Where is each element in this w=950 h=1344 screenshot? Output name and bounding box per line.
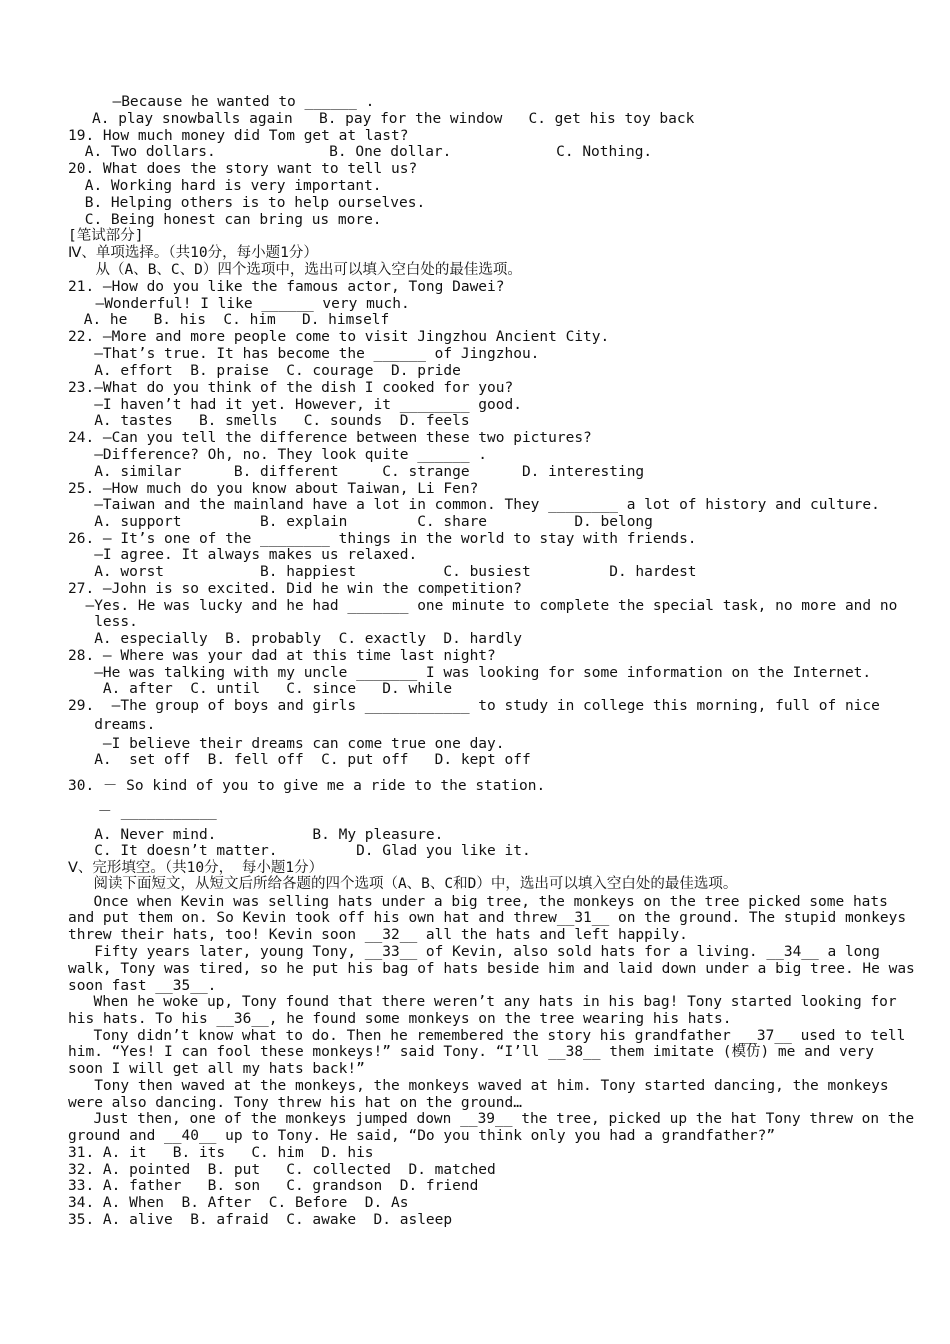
passage-line: When he woke up, Tony found that there weren’t any hats in his bag! Tony started looking for: [76, 994, 897, 1010]
question-21: 21. —How do you like the famous actor, Tong Dawei?: [68, 279, 505, 295]
options-30: A. Never mind. B. My pleasure.: [68, 827, 444, 843]
passage-line: walk, Tony was tired, so he put his bag of hats beside him and laid down under a big tree. He was: [68, 961, 915, 977]
text-line: —Because he wanted to ______ .: [95, 94, 375, 110]
text-line: —I believe their dreams can come true one day.: [68, 736, 505, 752]
text-line: —That’s true. It has become the ______ of Jingzhou.: [68, 346, 540, 362]
options-29: A. set off B. fell off C. put off D. kept off: [68, 752, 531, 768]
question-27: 27. —John is so excited. Did he win the competition?: [68, 581, 522, 597]
section-heading: Ⅴ、完形填空。（共10分， 每小题1分）: [68, 860, 324, 876]
text-line: —I agree. It always makes us relaxed.: [68, 547, 418, 563]
options-24: A. similar B. different C. strange D. interesting: [68, 464, 645, 480]
text-line: A. Two dollars. B. One dollar. C. Nothing.: [76, 144, 653, 160]
options-34: 34. A. When B. After C. Before D. As: [68, 1195, 409, 1211]
section-heading: [笔试部分]: [68, 228, 144, 244]
passage-line: Once when Kevin was selling hats under a big tree, the monkeys on the tree picked some hats: [76, 894, 888, 910]
text-line: —I haven’t had it yet. However, it ________ good.: [68, 397, 522, 413]
passage-line: ground and __40__ up to Tony. He said, “Do you think only you had a grandfather?”: [68, 1128, 776, 1144]
section-heading: Ⅳ、单项选择。（共10分，每小题1分）: [68, 245, 318, 261]
passage-line: Tony didn’t know what to do. Then he remembered the story his grandfather __37__ used to tell: [76, 1028, 906, 1044]
text-line: A. play snowballs again B. pay for the window C. get his toy back: [92, 111, 695, 127]
question-30: 30. － So kind of you to give me a ride to the station.: [68, 778, 546, 794]
text-line: —Yes. He was lucky and he had _______ one minute to complete the special task, no more and no: [68, 598, 898, 614]
text-line: A. Working hard is very important.: [76, 178, 382, 194]
options-28: A. after C. until C. since D. while: [68, 681, 453, 697]
passage-line: him. “Yes! I can fool these monkeys!” said Tony. “I’ll __38__ them imitate (模仿) me and very: [68, 1044, 874, 1060]
passage-line: Tony then waved at the monkeys, the monkeys waved at him. Tony started dancing, the monkeys: [68, 1078, 889, 1094]
options-35: 35. A. alive B. afraid C. awake D. asleep: [68, 1212, 453, 1228]
text-line: 20. What does the story want to tell us?: [68, 161, 418, 177]
question-24: 24. —Can you tell the difference between these two pictures?: [68, 430, 592, 446]
text-line: —He was talking with my uncle _______ I was looking for some information on the Internet.: [68, 665, 872, 681]
text-line: B. Helping others is to help ourselves.: [76, 195, 426, 211]
question-26: 26. — It’s one of the ________ things in the world to stay with friends.: [68, 531, 697, 547]
options-26: A. worst B. happiest C. busiest D. hardest: [68, 564, 697, 580]
passage-line: soon I will get all my hats back!”: [68, 1061, 365, 1077]
options-31: 31. A. it B. its C. him D. his: [68, 1145, 374, 1161]
instructions: 阅读下面短文，从短文后所给各题的四个选项（A、B、C和D）中，选出可以填入空白处的最佳选项。: [76, 876, 738, 892]
options-30: C. It doesn’t matter. D. Glad you like it.: [68, 843, 531, 859]
options-21: A. he B. his C. him D. himself: [75, 312, 390, 328]
text-line: —Difference? Oh, no. They look quite ______ .: [68, 447, 488, 463]
options-27: A. especially B. probably C. exactly D. hardly: [68, 631, 522, 647]
passage-line: Fifty years later, young Tony, __33__ of Kevin, also sold hats for a living. __34__ a long: [68, 944, 880, 960]
passage-line: his hats. To his __36__, he found some monkeys on the tree wearing his hats.: [68, 1011, 732, 1027]
text-line: —Taiwan and the mainland have a lot in common. They ________ a lot of history and culture.: [68, 497, 880, 513]
question-23: 23.—What do you think of the dish I cooked for you?: [68, 380, 514, 396]
text-line: C. Being honest can bring us more.: [76, 212, 382, 228]
passage-line: and put them on. So Kevin took off his own hat and threw__31__ on the ground. The stupid monkeys: [68, 910, 907, 926]
passage-line: threw their hats, too! Kevin soon __32__ all the hats and left happily.: [68, 927, 688, 943]
passage-line: soon fast __35__.: [68, 978, 217, 994]
options-23: A. tastes B. smells C. sounds D. feels: [68, 413, 470, 429]
options-33: 33. A. father B. son C. grandson D. friend: [68, 1178, 479, 1194]
text-line: —Wonderful! I like ______ very much.: [78, 296, 410, 312]
options-25: A. support B. explain C. share D. belong: [68, 514, 653, 530]
text-line: － ___________: [80, 804, 217, 820]
passage-line: Just then, one of the monkeys jumped down __39__ the tree, picked up the hat Tony threw on the: [76, 1111, 915, 1127]
passage-line: were also dancing. Tony threw his hat on the ground…: [68, 1095, 522, 1111]
question-28: 28. — Where was your dad at this time last night?: [68, 648, 496, 664]
question-22: 22. —More and more people come to visit Jingzhou Ancient City.: [68, 329, 610, 345]
question-25: 25. —How much do you know about Taiwan, Li Fen?: [68, 481, 479, 497]
instructions: 从（A、B、C、D）四个选项中，选出可以填入空白处的最佳选项。: [78, 262, 522, 278]
question-29: 29. —The group of boys and girls ____________ to study in college this morning, full of nice: [68, 698, 880, 714]
options-32: 32. A. pointed B. put C. collected D. matched: [68, 1162, 496, 1178]
options-22: A. effort B. praise C. courage D. pride: [68, 363, 461, 379]
text-line: dreams.: [68, 717, 156, 733]
text-line: 19. How much money did Tom get at last?: [68, 128, 409, 144]
text-line: less.: [68, 614, 138, 630]
